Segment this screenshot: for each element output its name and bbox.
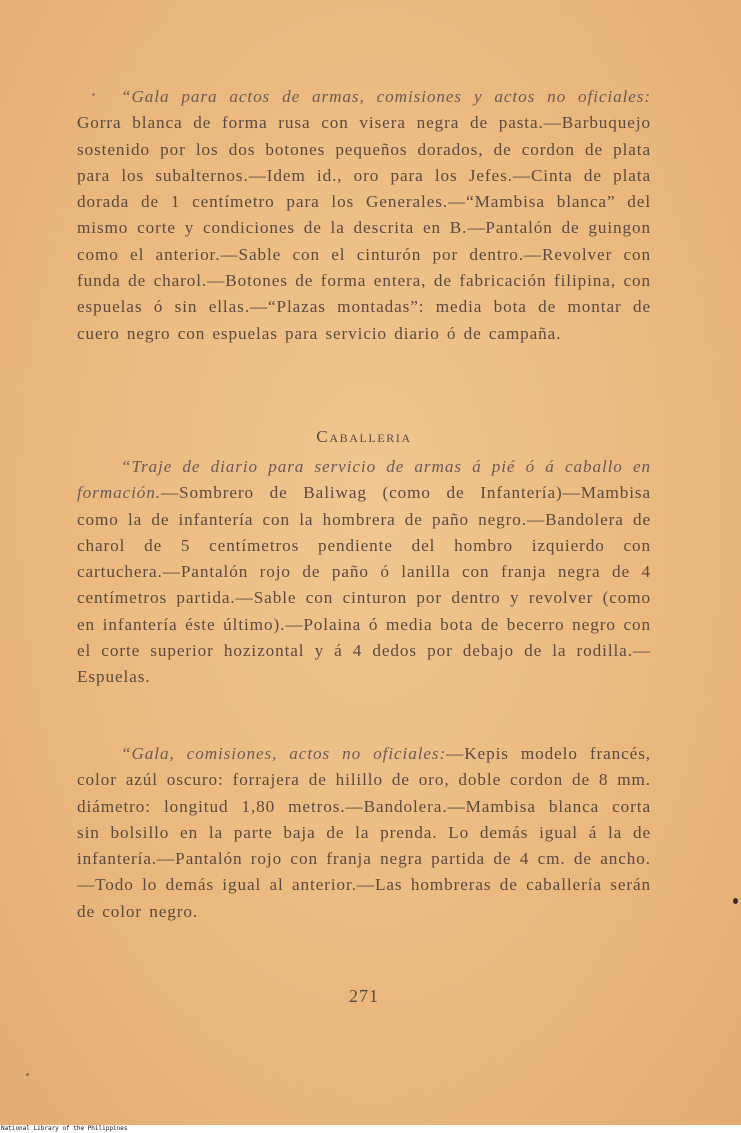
paragraph-body: —Sombrero de Baliwag (como de Infantería)—Mambisa como la de infantería con la hombrera de paño negro.—Bandolera de charol de 5 centímetros pendiente del hombro izquierdo con cartuchera.—Pantalón rojo de paño ó lanilla con franja negra de 4 centímetros partida.—Sable con cinturon por dentro y revolver (como en infantería éste último).—Polaina ó media bota de becerro negro con el corte superior hozizontal y á 4 dedos por debajo de la rodilla.—Espuelas. xyxy=(77,483,651,687)
paragraph-gala-comisiones xyxy=(77,741,651,925)
paragraph-lead: “Gala, comisiones, actos no oficiales: xyxy=(121,744,447,763)
paragraph-body: —Kepis modelo francés, color azúl oscuro: forrajera de hilillo de oro, doble cordon de 8 mm. diámetro: longitud 1,80 metros.—Bandolera.—Mambisa blanca corta sin bolsillo en la parte baja de la prenda. Lo demás igual á la de infantería.—Pantalón rojo con franja negra partida de 4 cm. de ancho.—Todo lo demás igual al anterior.—Las hombreras de caballería serán de color negro. xyxy=(77,744,651,921)
paragraph-lead: “Gala para actos de armas, comisiones y actos no oficiales: xyxy=(121,87,651,106)
paragraph-traje-diario xyxy=(77,454,651,691)
library-stamp: National Library of the Philippines xyxy=(0,1125,741,1133)
paper-speck xyxy=(92,93,95,96)
paper-speck xyxy=(26,1073,29,1076)
paragraph-body: Gorra blanca de forma rusa con visera negra de pasta.—Barbuquejo sostenido por los dos botones pequeños dorados, de cordon de plata para los subalternos.—Idem id., oro para los Jefes.—Cinta de plata dorada de 1 centímetro para los Generales.—“Mambisa blanca” del mismo corte y condiciones de la descrita en B.—Pantalón de guingon como el anterior.—Sable con el cinturón por dentro.—Revolver con funda de charol.—Botones de forma entera, de fabricación filipina, con espuelas ó sin ellas.—“Plazas montadas”: media bota de montar de cuero negro con espuelas para servicio diario ó de campaña. xyxy=(77,113,651,343)
section-heading: Caballeria xyxy=(316,427,412,446)
paragraph-gala-armas xyxy=(77,84,651,347)
paper-speck xyxy=(733,898,738,904)
paragraph-lead: “Traje de diario para servicio de armas á pié ó á caballo en formación. xyxy=(77,457,651,503)
page-number: 271 xyxy=(349,986,379,1006)
